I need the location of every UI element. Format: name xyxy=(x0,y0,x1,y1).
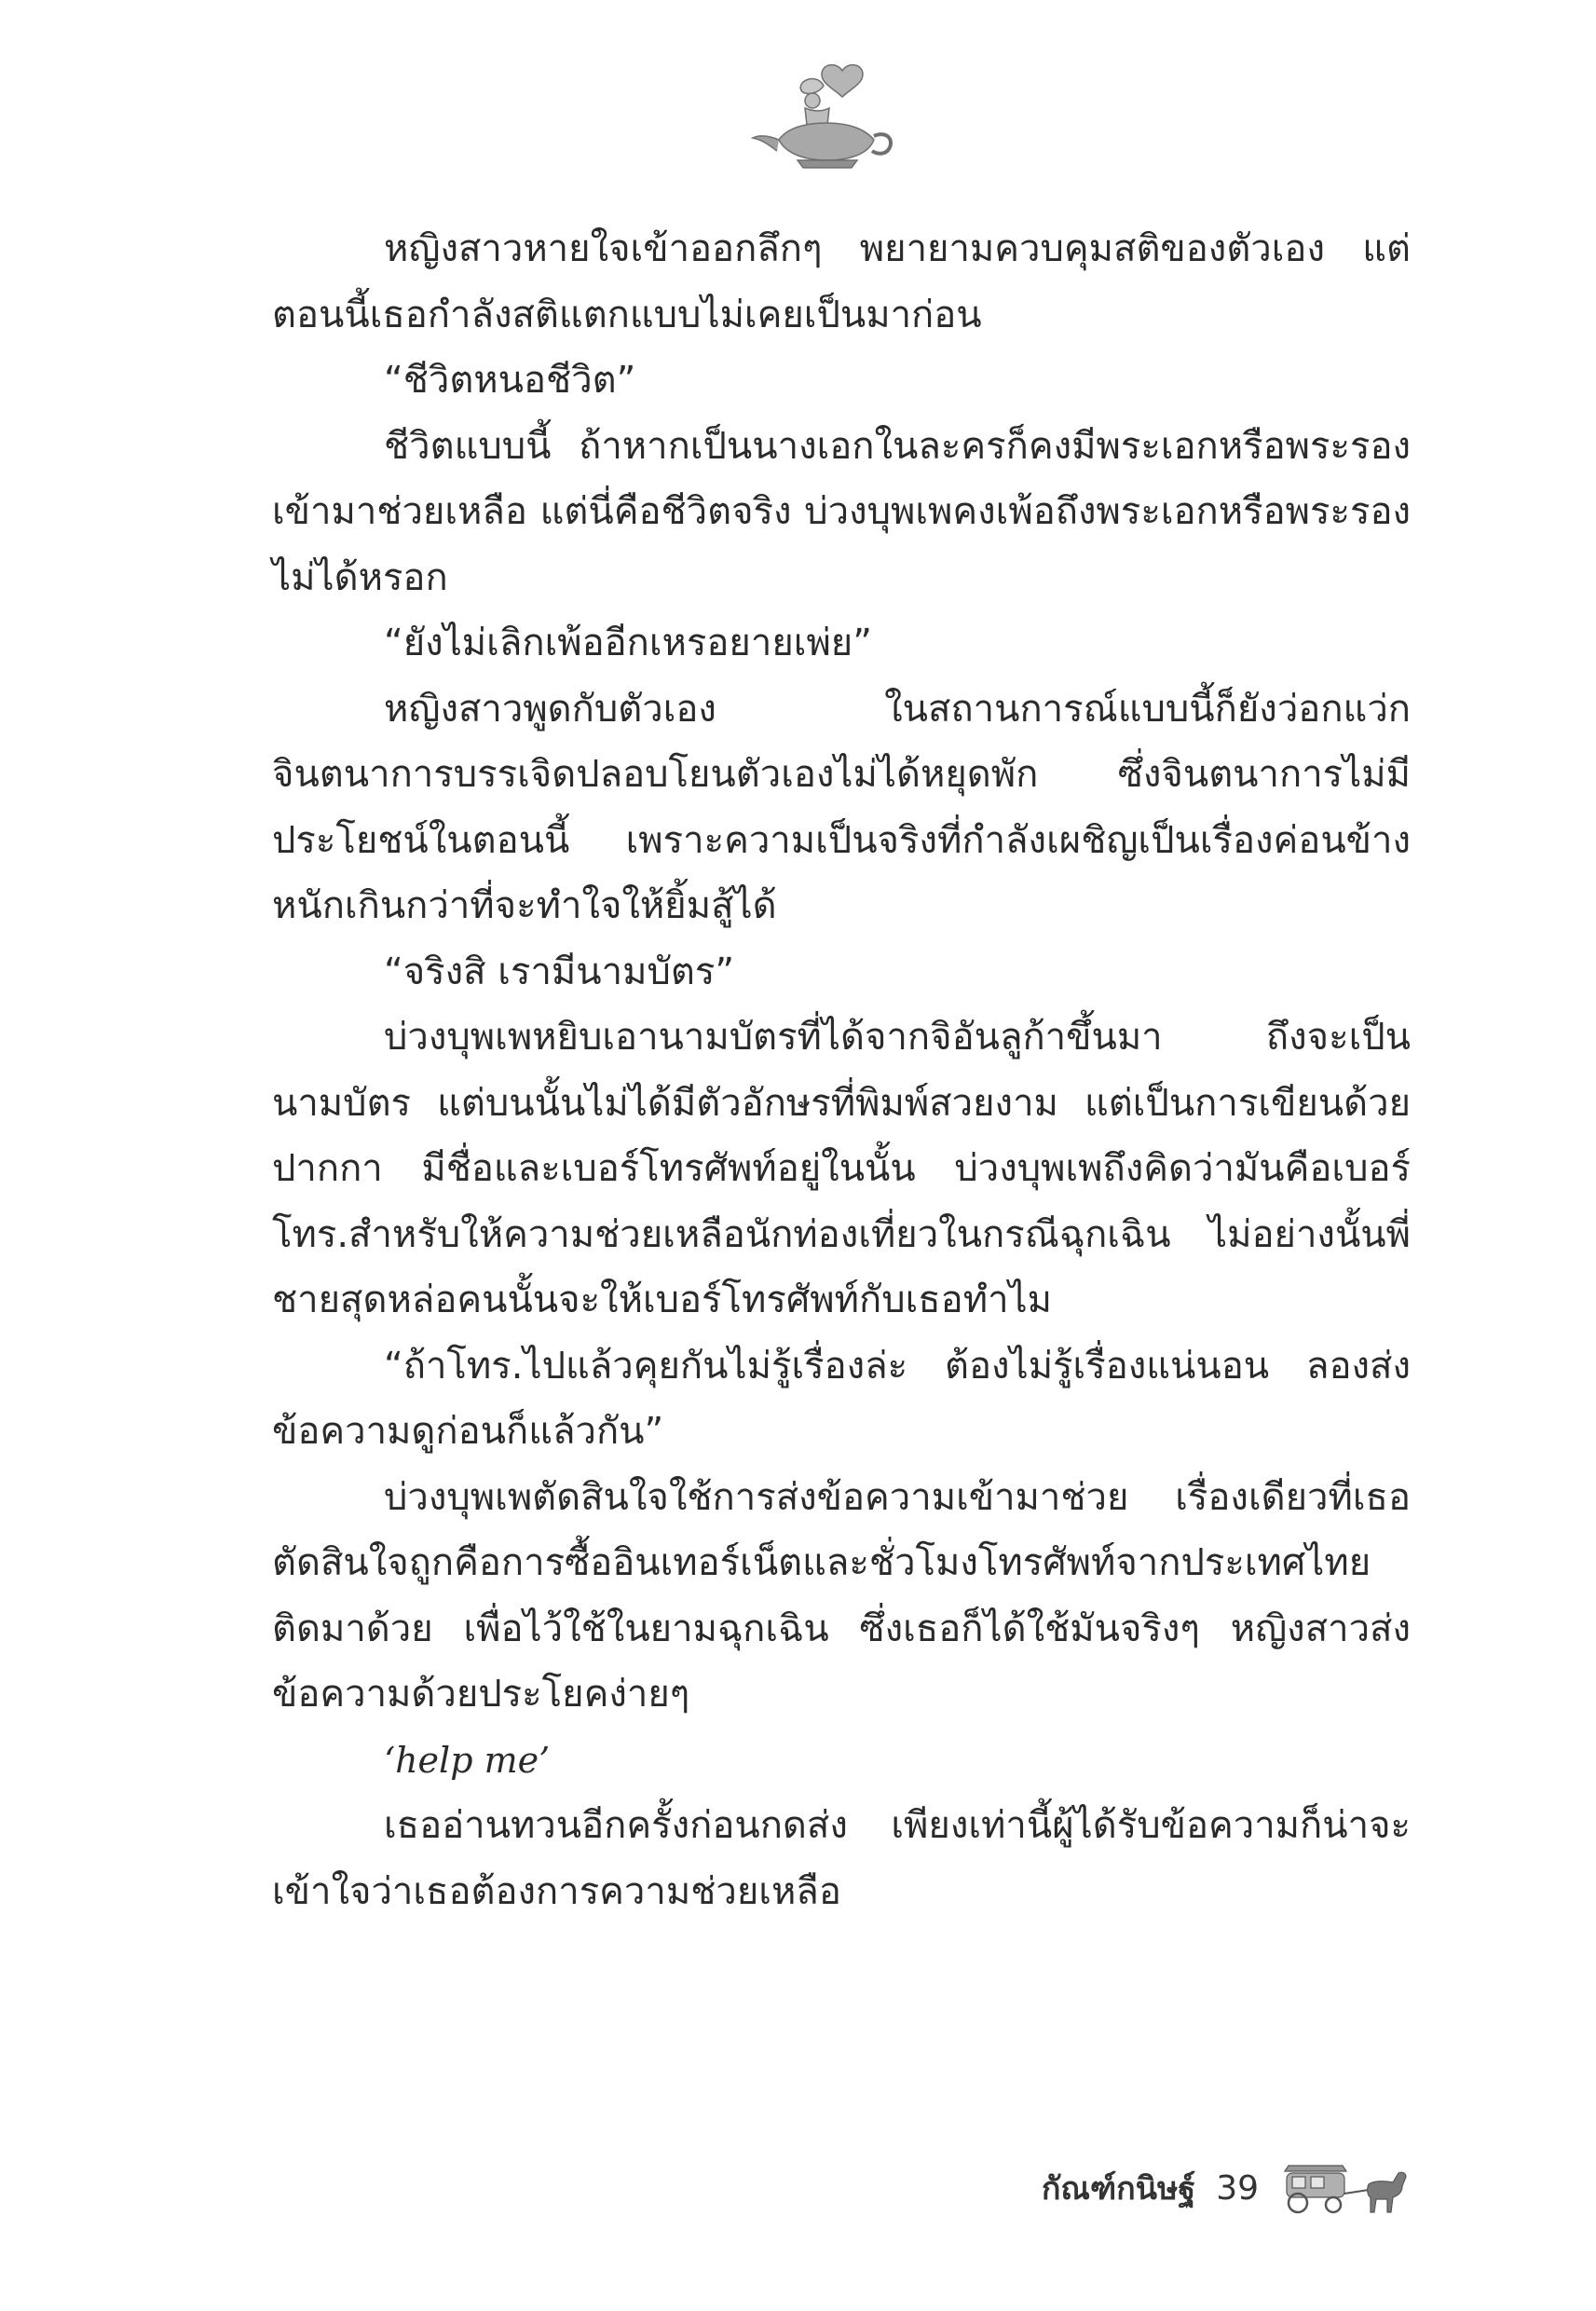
paragraph: บ่วงบุพเพตัดสินใจใช้การส่งข้อความเข้ามาช่วย เรื่องเดียวที่เธอตัดสินใจถูกคือการซื้ออินเทอร์เน็ตและชั่วโมงโทรศัพท์จากประเทศไทยติดมาด้วย เพื่อไว้ใช้ในยามฉุกเฉิน ซึ่งเธอก็ได้ใช้มันจริงๆ หญิงสาวส่งข้อความด้วยประโยคง่ายๆ xyxy=(272,1475,1411,1716)
paragraph: หญิงสาวหายใจเข้าออกลึกๆ พยายามควบคุมสติของตัวเอง แต่ตอนนี้เธอกำลังสติแตกแบบไม่เคยเป็นมาก่อน xyxy=(272,227,1411,336)
dialogue-line: “จริงสิ เรามีนามบัตร” xyxy=(384,950,735,993)
paragraph: บ่วงบุพเพหยิบเอานามบัตรที่ได้จากจิอันลูก้าขึ้นมา ถึงจะเป็นนามบัตร แต่บนนั้นไม่ได้มีตัวอักษรที่พิมพ์สวยงาม แต่เป็นการเขียนด้วยปากกา มีชื่อและเบอร์โทรศัพท์อยู่ในนั้น บ่วงบุพเพถึงคิดว่ามันคือเบอร์โทร.สำหรับให้ความช่วยเหลือนักท่องเที่ยวในกรณีฉุกเฉิน ไม่อย่างนั้นพี่ชายสุดหล่อคนนั้นจะให้เบอร์โทรศัพท์กับเธอทำไม xyxy=(272,1016,1411,1321)
dialogue-line: “ชีวิตหนอชีวิต” xyxy=(384,359,636,402)
message-text: ‘help me’ xyxy=(384,1739,551,1781)
dialogue-line: “ถ้าโทร.ไปแล้วคุยกันไม่รู้เรื่องล่ะ ต้องไม่รู้เรื่องแน่นอน ลองส่งข้อความดูก่อนก็แล้วกัน” xyxy=(272,1344,1411,1453)
paragraph: ชีวิตแบบนี้ ถ้าหากเป็นนางเอกในละครก็คงมีพระเอกหรือพระรองเข้ามาช่วยเหลือ แต่นี่คือชีวิตจริง บ่วงบุพเพคงเพ้อถึงพระเอกหรือพระรองไม่ได้หรอก xyxy=(272,424,1411,599)
paragraph: หญิงสาวพูดกับตัวเอง ในสถานการณ์แบบนี้ก็ยังว่อกแว่กจินตนาการบรรเจิดปลอบโยนตัวเองไม่ได้หยุดพัก ซึ่งจินตนาการไม่มีประโยชน์ในตอนนี้ เพราะความเป็นจริงที่กำลังเผชิญเป็นเรื่องค่อนข้างหนักเกินกว่าที่จะทำใจให้ยิ้มสู้ได้ xyxy=(272,687,1411,927)
page-number: 39 xyxy=(1216,2168,1259,2208)
body-text xyxy=(272,216,1411,1924)
dialogue-line: “ยังไม่เลิกเพ้ออีกเหรอยายเพ่ย” xyxy=(384,622,872,664)
horse-carriage-icon xyxy=(1279,2160,1419,2216)
page-footer xyxy=(1042,2160,1419,2216)
paragraph: เธออ่านทวนอีกครั้งก่อนกดส่ง เพียงเท่านี้ผู้ได้รับข้อความก็น่าจะเข้าใจว่าเธอต้องการความช่วยเหลือ xyxy=(272,1804,1411,1913)
book-title: กัณฑ์กนิษฐ์ xyxy=(1041,2170,1196,2208)
teapot-ornament-icon xyxy=(751,54,900,175)
